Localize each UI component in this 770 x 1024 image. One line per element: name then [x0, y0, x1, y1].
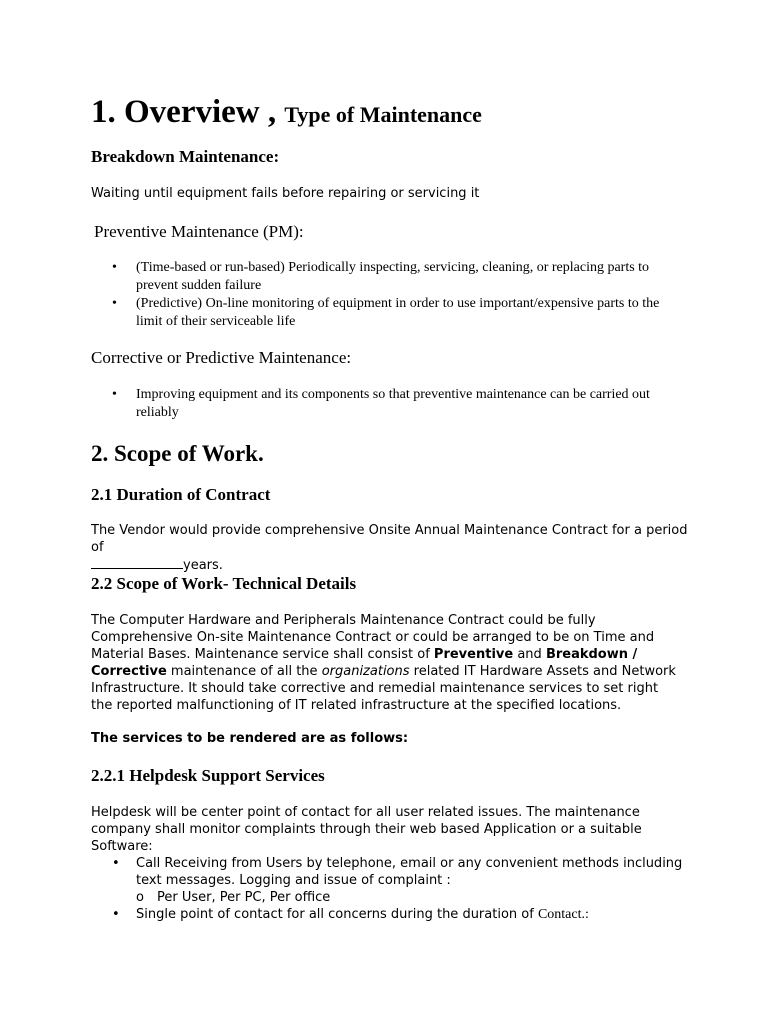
- corrective-list: [112, 386, 687, 422]
- preventive-list: [112, 259, 687, 331]
- list-item: [112, 386, 687, 422]
- technical-text-1: The Computer Hardware and Peripherals Maintenance Contract could be fully Comprehensive On-site Maintenance Contract or could be arranged to be on Time and Material Bases. Maintenance service shall consist of: [91, 613, 655, 662]
- technical-bold-breakdown: Breakdown / Corrective: [91, 647, 638, 679]
- bullet-icon: •: [112, 387, 117, 402]
- technical-heading: 2.2 Scope of Work- Technical Details: [91, 574, 357, 593]
- technical-paragraph: [91, 612, 681, 714]
- list-item-text-tail: Contact.:: [537, 907, 589, 922]
- technical-text-2: maintenance of all the: [170, 664, 318, 679]
- list-item-text: Improving equipment and its components so that preventive maintenance can be carried out reliably: [136, 387, 650, 420]
- duration-text-before: The Vendor would provide comprehensive Onsite Annual Maintenance Contract for a period of: [91, 523, 688, 555]
- list-item-text: Call Receiving from Users by telephone, email or any convenient methods including text messages. Logging and issue of complaint :: [136, 856, 683, 888]
- blank-line: [91, 556, 183, 569]
- corrective-heading: Corrective or Predictive Maintenance:: [91, 348, 352, 367]
- list-item-text: (Time-based or run-based) Periodically inspecting, servicing, cleaning, or replacing parts to prevent sudden failure: [136, 260, 650, 293]
- helpdesk-intro: Helpdesk will be center point of contact for all user related issues. The maintenance company shall monitor complaints through their web based Application or a suitable Software:: [91, 805, 642, 854]
- breakdown-text: Waiting until equipment fails before repairing or servicing it: [91, 186, 480, 201]
- list-item: [112, 855, 687, 906]
- list-item-text: Single point of contact for all concerns during the duration of: [136, 907, 534, 922]
- helpdesk-heading: 2.2.1 Helpdesk Support Services: [91, 766, 325, 785]
- services-heading: The services to be rendered are as follows:: [91, 731, 409, 746]
- helpdesk-list: [112, 855, 687, 923]
- bullet-icon: •: [112, 296, 117, 311]
- circle-bullet-icon: o: [136, 890, 144, 905]
- sub-list-item-text: Per User, Per PC, Per office: [157, 890, 331, 905]
- duration-text-after: years.: [183, 558, 223, 573]
- helpdesk-sub-list: [112, 889, 687, 906]
- list-item: [112, 295, 687, 331]
- technical-italic-organizations: organizations: [321, 664, 410, 679]
- duration-text: [91, 522, 691, 574]
- sub-list-item: [112, 889, 687, 906]
- section-1-title: 1. Overview ,: [91, 94, 277, 130]
- list-item-text: (Predictive) On-line monitoring of equipment in order to use important/expensive parts to the limit of their serviceable life: [136, 296, 660, 329]
- duration-heading: 2.1 Duration of Contract: [91, 485, 271, 504]
- technical-text-and: and: [517, 647, 542, 662]
- technical-text-3: related IT Hardware Assets and Network Infrastructure. It should take corrective and remedial maintenance services to set right the reported malfunctioning of IT related infrastructure at the specified locations.: [91, 664, 676, 713]
- list-item: [112, 906, 687, 923]
- bullet-icon: •: [112, 907, 120, 922]
- bullet-icon: •: [112, 856, 120, 871]
- breakdown-heading: Breakdown Maintenance:: [91, 147, 280, 166]
- section-2-title: 2. Scope of Work.: [91, 441, 264, 466]
- section-1-heading: [91, 94, 482, 131]
- section-1-subtitle: Type of Maintenance: [284, 102, 482, 127]
- technical-bold-preventive: Preventive: [433, 647, 514, 662]
- bullet-icon: •: [112, 260, 117, 275]
- preventive-heading: Preventive Maintenance (PM):: [94, 222, 304, 241]
- list-item: [112, 259, 687, 295]
